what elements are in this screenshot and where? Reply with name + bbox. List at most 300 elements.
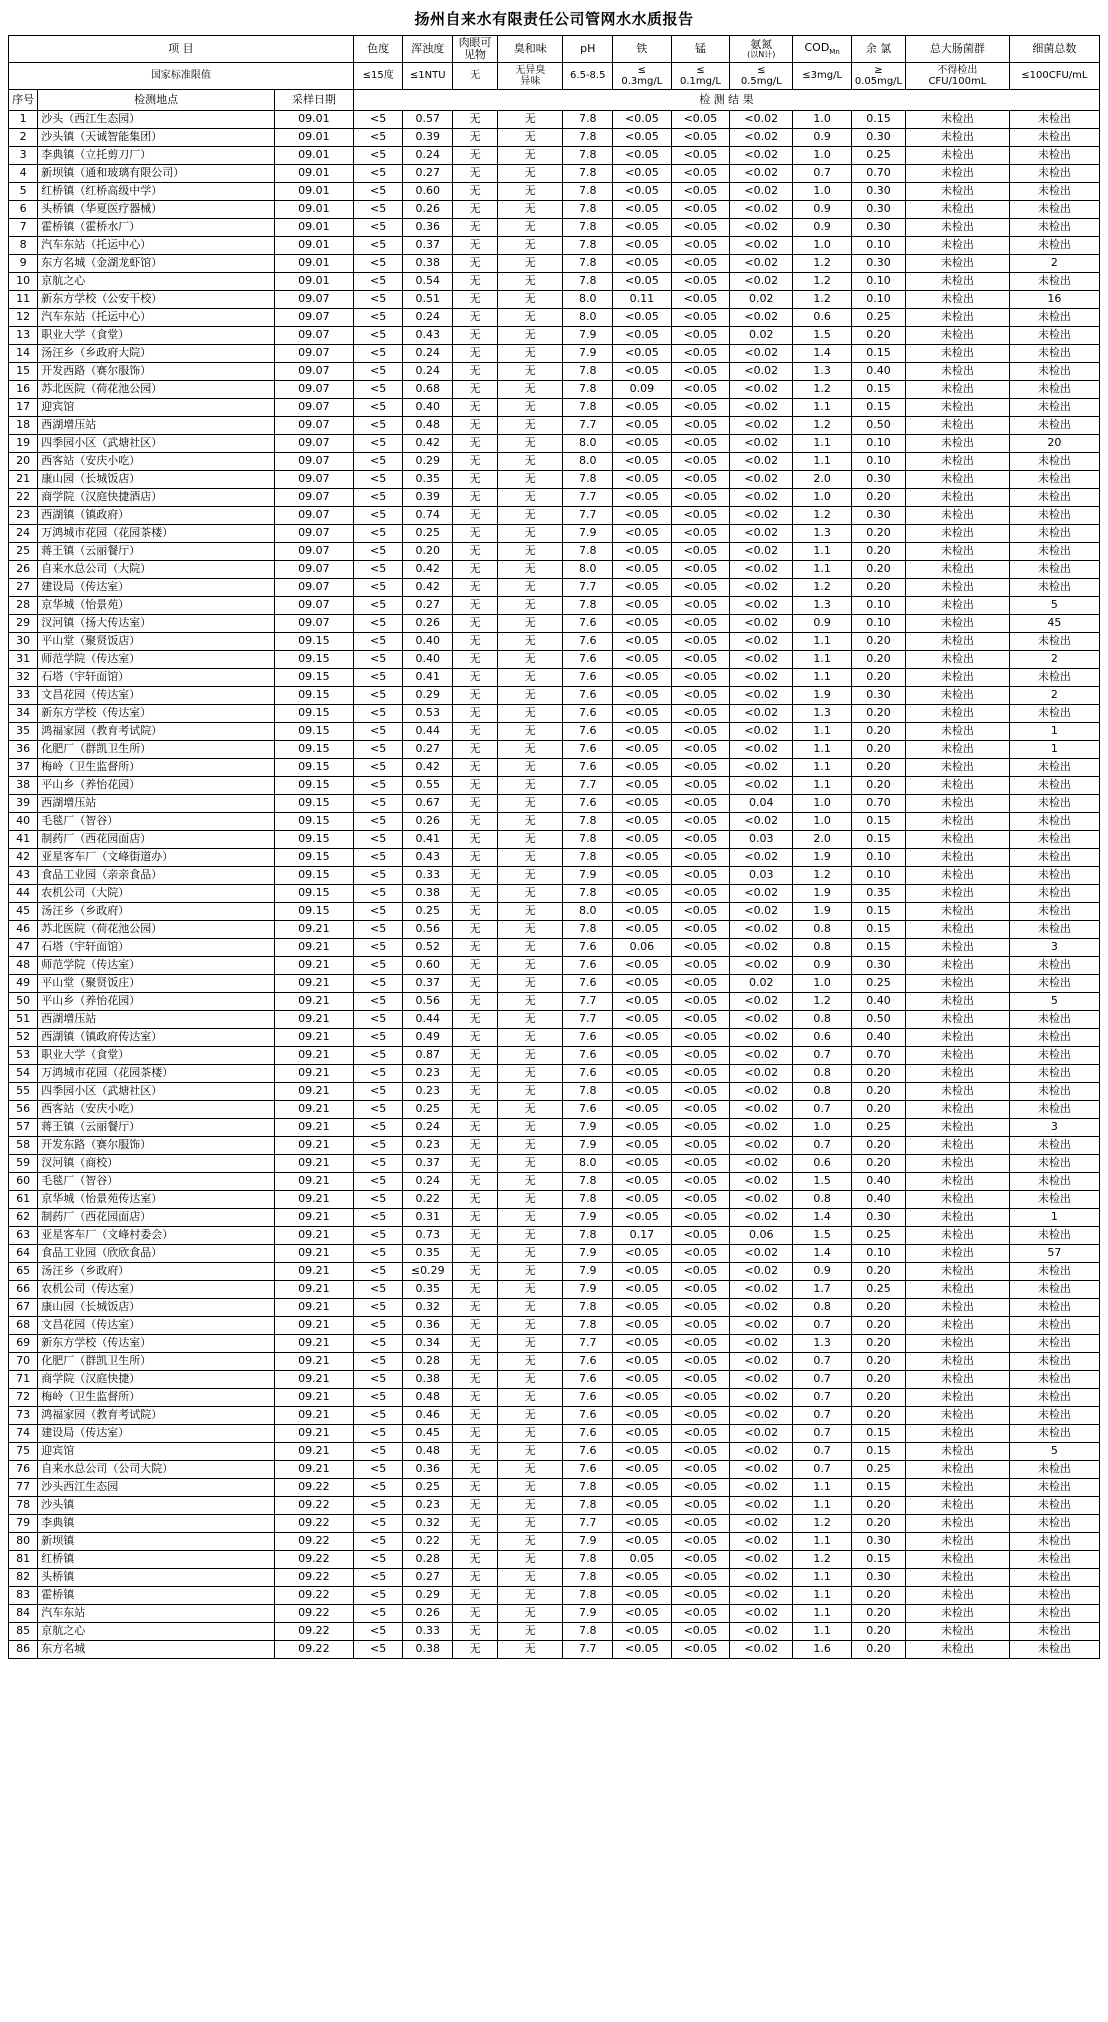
row-seq: 27 — [9, 579, 38, 597]
row-odor: 无 — [498, 489, 563, 507]
row-manganese: <0.05 — [671, 543, 730, 561]
row-coliform: 未检出 — [906, 147, 1010, 165]
row-visible-matter: 无 — [453, 1263, 498, 1281]
row-iron: <0.05 — [613, 1623, 672, 1641]
row-color: <5 — [353, 579, 403, 597]
row-color: <5 — [353, 1029, 403, 1047]
row-ph: 7.6 — [563, 741, 613, 759]
row-site: 四季园小区（武塘社区） — [38, 435, 275, 453]
table-row — [9, 1317, 1100, 1335]
row-odor: 无 — [498, 129, 563, 147]
row-date: 09.01 — [274, 219, 353, 237]
row-date: 09.15 — [274, 831, 353, 849]
row-site: 文昌花园（传达室） — [38, 687, 275, 705]
row-ammonia: <0.02 — [730, 1551, 793, 1569]
row-residual-chlorine: 0.15 — [851, 939, 905, 957]
row-codmn: 1.2 — [793, 417, 852, 435]
row-codmn: 0.7 — [793, 1137, 852, 1155]
row-iron: <0.05 — [613, 615, 672, 633]
row-date: 09.21 — [274, 1173, 353, 1191]
row-date: 09.22 — [274, 1533, 353, 1551]
table-row — [9, 219, 1100, 237]
row-codmn: 1.1 — [793, 543, 852, 561]
row-color: <5 — [353, 633, 403, 651]
row-odor: 无 — [498, 597, 563, 615]
row-codmn: 1.5 — [793, 1227, 852, 1245]
row-codmn: 1.5 — [793, 1173, 852, 1191]
limit-codmn: ≤3mg/L — [793, 63, 852, 90]
row-coliform: 未检出 — [906, 489, 1010, 507]
row-ph: 7.7 — [563, 417, 613, 435]
row-codmn: 1.9 — [793, 687, 852, 705]
row-iron: <0.05 — [613, 1281, 672, 1299]
row-ph: 7.6 — [563, 795, 613, 813]
row-manganese: <0.05 — [671, 1191, 730, 1209]
row-coliform: 未检出 — [906, 867, 1010, 885]
row-codmn: 0.7 — [793, 1461, 852, 1479]
row-turbidity: 0.26 — [403, 813, 453, 831]
row-seq: 6 — [9, 201, 38, 219]
table-header-row-subheads — [9, 90, 1100, 111]
row-odor: 无 — [498, 309, 563, 327]
row-codmn: 1.7 — [793, 1281, 852, 1299]
row-manganese: <0.05 — [671, 957, 730, 975]
row-ph: 7.9 — [563, 1209, 613, 1227]
row-date: 09.21 — [274, 1209, 353, 1227]
row-manganese: <0.05 — [671, 831, 730, 849]
row-site: 师范学院（传达室） — [38, 651, 275, 669]
row-date: 09.21 — [274, 1155, 353, 1173]
row-ph: 7.8 — [563, 471, 613, 489]
row-coliform: 未检出 — [906, 1371, 1010, 1389]
row-codmn: 1.4 — [793, 345, 852, 363]
row-site: 新东方学校（传达室） — [38, 705, 275, 723]
row-color: <5 — [353, 1083, 403, 1101]
row-codmn: 2.0 — [793, 471, 852, 489]
row-color: <5 — [353, 1425, 403, 1443]
row-seq: 73 — [9, 1407, 38, 1425]
table-row — [9, 1641, 1100, 1659]
row-manganese: <0.05 — [671, 1533, 730, 1551]
row-coliform: 未检出 — [906, 1173, 1010, 1191]
row-color: <5 — [353, 957, 403, 975]
row-bacteria: 5 — [1009, 597, 1099, 615]
row-ph: 7.8 — [563, 831, 613, 849]
row-iron: <0.05 — [613, 1353, 672, 1371]
row-odor: 无 — [498, 291, 563, 309]
row-manganese: <0.05 — [671, 1461, 730, 1479]
row-residual-chlorine: 0.15 — [851, 345, 905, 363]
row-color: <5 — [353, 741, 403, 759]
row-color: <5 — [353, 435, 403, 453]
row-ph: 7.6 — [563, 687, 613, 705]
row-codmn: 0.9 — [793, 201, 852, 219]
row-color: <5 — [353, 309, 403, 327]
row-ammonia: <0.02 — [730, 1299, 793, 1317]
row-coliform: 未检出 — [906, 1335, 1010, 1353]
row-ph: 7.9 — [563, 1263, 613, 1281]
row-date: 09.07 — [274, 381, 353, 399]
row-seq: 28 — [9, 597, 38, 615]
row-color: <5 — [353, 1011, 403, 1029]
row-coliform: 未检出 — [906, 1191, 1010, 1209]
row-seq: 82 — [9, 1569, 38, 1587]
table-row — [9, 1443, 1100, 1461]
row-site: 京航之心 — [38, 1623, 275, 1641]
limit-color: ≤15度 — [353, 63, 403, 90]
row-codmn: 0.7 — [793, 1425, 852, 1443]
header-seq: 序号 — [9, 90, 38, 111]
row-manganese: <0.05 — [671, 669, 730, 687]
row-bacteria: 未检出 — [1009, 273, 1099, 291]
row-coliform: 未检出 — [906, 939, 1010, 957]
row-odor: 无 — [498, 201, 563, 219]
row-codmn: 1.1 — [793, 777, 852, 795]
row-visible-matter: 无 — [453, 831, 498, 849]
row-bacteria: 未检出 — [1009, 1623, 1099, 1641]
row-site: 石塔（宇轩面馆） — [38, 669, 275, 687]
row-manganese: <0.05 — [671, 435, 730, 453]
row-odor: 无 — [498, 111, 563, 129]
row-residual-chlorine: 0.20 — [851, 543, 905, 561]
row-visible-matter: 无 — [453, 1209, 498, 1227]
row-iron: <0.05 — [613, 1389, 672, 1407]
row-iron: <0.05 — [613, 957, 672, 975]
row-turbidity: 0.26 — [403, 1605, 453, 1623]
row-bacteria: 2 — [1009, 651, 1099, 669]
row-date: 09.15 — [274, 759, 353, 777]
row-ammonia: <0.02 — [730, 1101, 793, 1119]
row-color: <5 — [353, 183, 403, 201]
table-row — [9, 399, 1100, 417]
row-date: 09.07 — [274, 615, 353, 633]
row-date: 09.15 — [274, 903, 353, 921]
table-row — [9, 1335, 1100, 1353]
row-iron: <0.05 — [613, 561, 672, 579]
row-iron: <0.05 — [613, 1425, 672, 1443]
table-row — [9, 507, 1100, 525]
row-odor: 无 — [498, 1533, 563, 1551]
row-seq: 12 — [9, 309, 38, 327]
row-date: 09.22 — [274, 1515, 353, 1533]
table-row — [9, 165, 1100, 183]
table-row — [9, 1299, 1100, 1317]
row-coliform: 未检出 — [906, 543, 1010, 561]
row-residual-chlorine: 0.15 — [851, 381, 905, 399]
row-turbidity: 0.37 — [403, 237, 453, 255]
row-site: 汽车东站 — [38, 1605, 275, 1623]
row-iron: 0.05 — [613, 1551, 672, 1569]
row-bacteria: 未检出 — [1009, 111, 1099, 129]
row-turbidity: 0.24 — [403, 1119, 453, 1137]
row-iron: <0.05 — [613, 759, 672, 777]
header-site: 检测地点 — [38, 90, 275, 111]
row-coliform: 未检出 — [906, 309, 1010, 327]
row-ph: 7.9 — [563, 1119, 613, 1137]
row-date: 09.22 — [274, 1569, 353, 1587]
row-odor: 无 — [498, 903, 563, 921]
row-turbidity: 0.26 — [403, 201, 453, 219]
row-residual-chlorine: 0.20 — [851, 1497, 905, 1515]
row-date: 09.22 — [274, 1587, 353, 1605]
row-color: <5 — [353, 1281, 403, 1299]
row-visible-matter: 无 — [453, 669, 498, 687]
row-coliform: 未检出 — [906, 813, 1010, 831]
row-turbidity: ≤0.29 — [403, 1263, 453, 1281]
row-date: 09.15 — [274, 633, 353, 651]
row-visible-matter: 无 — [453, 147, 498, 165]
table-row — [9, 1065, 1100, 1083]
row-coliform: 未检出 — [906, 975, 1010, 993]
row-date: 09.21 — [274, 1425, 353, 1443]
row-ph: 7.7 — [563, 777, 613, 795]
table-row — [9, 1587, 1100, 1605]
row-visible-matter: 无 — [453, 111, 498, 129]
row-date: 09.15 — [274, 705, 353, 723]
row-site: 头桥镇（华夏医疗器械） — [38, 201, 275, 219]
row-visible-matter: 无 — [453, 237, 498, 255]
row-visible-matter: 无 — [453, 1353, 498, 1371]
row-ammonia: <0.02 — [730, 939, 793, 957]
row-site: 东方名城（金湖龙虾馆） — [38, 255, 275, 273]
row-site: 头桥镇 — [38, 1569, 275, 1587]
row-coliform: 未检出 — [906, 1155, 1010, 1173]
row-coliform: 未检出 — [906, 129, 1010, 147]
row-coliform: 未检出 — [906, 327, 1010, 345]
row-seq: 19 — [9, 435, 38, 453]
row-odor: 无 — [498, 939, 563, 957]
row-visible-matter: 无 — [453, 849, 498, 867]
row-seq: 8 — [9, 237, 38, 255]
row-codmn: 1.6 — [793, 1641, 852, 1659]
row-ammonia: <0.02 — [730, 309, 793, 327]
table-row — [9, 543, 1100, 561]
row-seq: 37 — [9, 759, 38, 777]
row-odor: 无 — [498, 1191, 563, 1209]
row-ph: 7.6 — [563, 615, 613, 633]
row-seq: 34 — [9, 705, 38, 723]
row-visible-matter: 无 — [453, 417, 498, 435]
row-site: 康山园（长城饭店） — [38, 471, 275, 489]
row-seq: 43 — [9, 867, 38, 885]
table-row — [9, 759, 1100, 777]
row-color: <5 — [353, 363, 403, 381]
row-bacteria: 未检出 — [1009, 327, 1099, 345]
row-ammonia: <0.02 — [730, 1515, 793, 1533]
row-turbidity: 0.38 — [403, 1641, 453, 1659]
row-color: <5 — [353, 255, 403, 273]
row-color: <5 — [353, 939, 403, 957]
row-iron: <0.05 — [613, 723, 672, 741]
row-color: <5 — [353, 1191, 403, 1209]
row-seq: 17 — [9, 399, 38, 417]
row-manganese: <0.05 — [671, 723, 730, 741]
row-site: 李典镇（立托剪刀厂） — [38, 147, 275, 165]
table-row — [9, 453, 1100, 471]
row-codmn: 0.7 — [793, 1389, 852, 1407]
row-ph: 7.8 — [563, 885, 613, 903]
row-bacteria: 未检出 — [1009, 1011, 1099, 1029]
row-codmn: 1.2 — [793, 507, 852, 525]
table-row — [9, 327, 1100, 345]
row-visible-matter: 无 — [453, 651, 498, 669]
row-residual-chlorine: 0.40 — [851, 363, 905, 381]
row-coliform: 未检出 — [906, 597, 1010, 615]
row-coliform: 未检出 — [906, 1551, 1010, 1569]
row-seq: 31 — [9, 651, 38, 669]
row-site: 文昌花园（传达室） — [38, 1317, 275, 1335]
row-odor: 无 — [498, 381, 563, 399]
row-color: <5 — [353, 1497, 403, 1515]
table-row — [9, 741, 1100, 759]
row-iron: <0.05 — [613, 1101, 672, 1119]
row-ph: 7.8 — [563, 129, 613, 147]
row-ammonia: 0.02 — [730, 291, 793, 309]
row-bacteria: 未检出 — [1009, 759, 1099, 777]
row-coliform: 未检出 — [906, 741, 1010, 759]
row-codmn: 1.3 — [793, 525, 852, 543]
row-ph: 7.6 — [563, 1101, 613, 1119]
row-odor: 无 — [498, 1425, 563, 1443]
limit-turbidity: ≤1NTU — [403, 63, 453, 90]
row-seq: 79 — [9, 1515, 38, 1533]
row-turbidity: 0.52 — [403, 939, 453, 957]
row-color: <5 — [353, 1641, 403, 1659]
header-col-color: 色度 — [353, 36, 403, 63]
row-date: 09.15 — [274, 777, 353, 795]
row-ph: 7.8 — [563, 1569, 613, 1587]
row-site: 化肥厂（群凯卫生所） — [38, 1353, 275, 1371]
row-bacteria: 未检出 — [1009, 1389, 1099, 1407]
row-turbidity: 0.25 — [403, 903, 453, 921]
row-ammonia: <0.02 — [730, 687, 793, 705]
row-ph: 7.6 — [563, 1353, 613, 1371]
row-coliform: 未检出 — [906, 1641, 1010, 1659]
row-site: 新东方学校（公安干校） — [38, 291, 275, 309]
row-site: 西湖增压站 — [38, 417, 275, 435]
header-col-coliform: 总大肠菌群 — [906, 36, 1010, 63]
row-coliform: 未检出 — [906, 1479, 1010, 1497]
row-seq: 14 — [9, 345, 38, 363]
row-iron: <0.05 — [613, 633, 672, 651]
row-visible-matter: 无 — [453, 129, 498, 147]
row-date: 09.21 — [274, 1461, 353, 1479]
row-odor: 无 — [498, 255, 563, 273]
row-visible-matter: 无 — [453, 705, 498, 723]
row-residual-chlorine: 0.15 — [851, 903, 905, 921]
row-iron: <0.05 — [613, 921, 672, 939]
row-bacteria: 未检出 — [1009, 705, 1099, 723]
row-manganese: <0.05 — [671, 1119, 730, 1137]
row-bacteria: 未检出 — [1009, 201, 1099, 219]
row-residual-chlorine: 0.10 — [851, 849, 905, 867]
row-codmn: 0.8 — [793, 1299, 852, 1317]
row-seq: 35 — [9, 723, 38, 741]
row-bacteria: 未检出 — [1009, 1227, 1099, 1245]
row-site: 京华城（怡景苑） — [38, 597, 275, 615]
row-residual-chlorine: 0.10 — [851, 615, 905, 633]
limit-ph: 6.5-8.5 — [563, 63, 613, 90]
row-visible-matter: 无 — [453, 399, 498, 417]
row-ph: 7.8 — [563, 1299, 613, 1317]
row-turbidity: 0.55 — [403, 777, 453, 795]
row-ph: 7.8 — [563, 219, 613, 237]
row-color: <5 — [353, 471, 403, 489]
row-turbidity: 0.24 — [403, 345, 453, 363]
row-seq: 29 — [9, 615, 38, 633]
row-bacteria: 未检出 — [1009, 1155, 1099, 1173]
row-iron: <0.05 — [613, 255, 672, 273]
row-odor: 无 — [498, 957, 563, 975]
row-turbidity: 0.32 — [403, 1515, 453, 1533]
row-site: 自来水总公司（大院） — [38, 561, 275, 579]
row-ph: 7.6 — [563, 957, 613, 975]
row-ammonia: <0.02 — [730, 1191, 793, 1209]
row-iron: <0.05 — [613, 183, 672, 201]
row-seq: 33 — [9, 687, 38, 705]
row-residual-chlorine: 0.10 — [851, 453, 905, 471]
row-turbidity: 0.39 — [403, 489, 453, 507]
row-ph: 7.9 — [563, 327, 613, 345]
row-iron: <0.05 — [613, 1515, 672, 1533]
row-iron: <0.05 — [613, 543, 672, 561]
row-visible-matter: 无 — [453, 525, 498, 543]
row-visible-matter: 无 — [453, 165, 498, 183]
row-site: 平山堂（聚贤饭庄） — [38, 975, 275, 993]
row-iron: <0.05 — [613, 579, 672, 597]
row-color: <5 — [353, 507, 403, 525]
row-coliform: 未检出 — [906, 525, 1010, 543]
row-bacteria: 20 — [1009, 435, 1099, 453]
row-bacteria: 未检出 — [1009, 471, 1099, 489]
row-site: 西湖镇（镇政府传达室） — [38, 1029, 275, 1047]
row-date: 09.07 — [274, 363, 353, 381]
row-site: 毛毯厂（智谷） — [38, 1173, 275, 1191]
row-visible-matter: 无 — [453, 1479, 498, 1497]
row-codmn: 0.7 — [793, 1317, 852, 1335]
row-residual-chlorine: 0.25 — [851, 147, 905, 165]
row-seq: 80 — [9, 1533, 38, 1551]
row-odor: 无 — [498, 453, 563, 471]
row-turbidity: 0.67 — [403, 795, 453, 813]
row-coliform: 未检出 — [906, 219, 1010, 237]
table-row — [9, 813, 1100, 831]
row-bacteria: 未检出 — [1009, 363, 1099, 381]
limit-iron: ≤ 0.3mg/L — [613, 63, 672, 90]
row-ammonia: <0.02 — [730, 651, 793, 669]
row-odor: 无 — [498, 1209, 563, 1227]
row-ammonia: <0.02 — [730, 525, 793, 543]
row-visible-matter: 无 — [453, 1137, 498, 1155]
row-coliform: 未检出 — [906, 1281, 1010, 1299]
row-odor: 无 — [498, 867, 563, 885]
row-visible-matter: 无 — [453, 471, 498, 489]
row-date: 09.07 — [274, 471, 353, 489]
table-row — [9, 921, 1100, 939]
row-visible-matter: 无 — [453, 687, 498, 705]
row-visible-matter: 无 — [453, 1011, 498, 1029]
row-seq: 42 — [9, 849, 38, 867]
row-residual-chlorine: 0.20 — [851, 1101, 905, 1119]
row-site: 康山园（长城饭店） — [38, 1299, 275, 1317]
row-manganese: <0.05 — [671, 1587, 730, 1605]
table-row — [9, 1119, 1100, 1137]
row-residual-chlorine: 0.30 — [851, 129, 905, 147]
limit-visible-matter: 无 — [453, 63, 498, 90]
row-ammonia: <0.02 — [730, 993, 793, 1011]
row-turbidity: 0.26 — [403, 615, 453, 633]
row-iron: <0.05 — [613, 327, 672, 345]
